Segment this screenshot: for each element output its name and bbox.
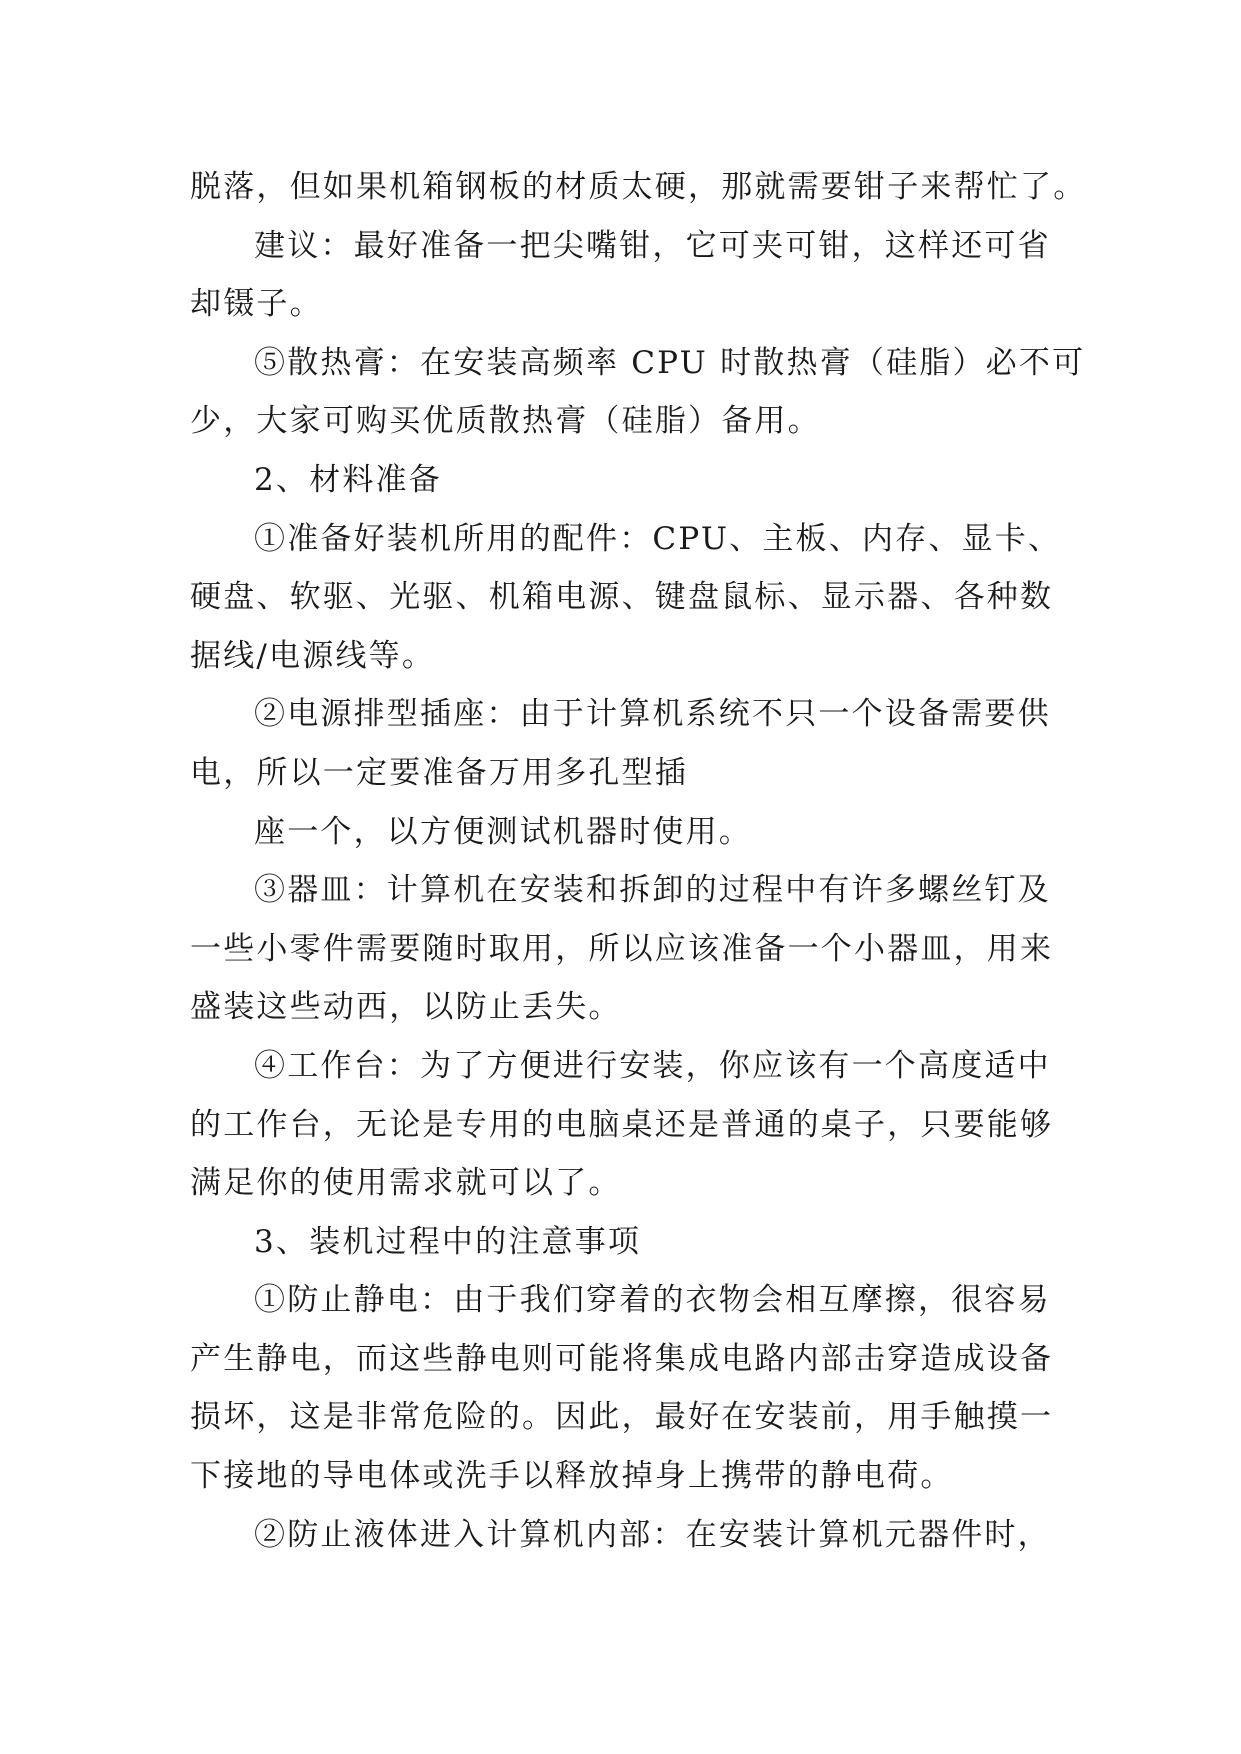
- text-line: ①防止静电：由于我们穿着的衣物会相互摩擦，很容易: [254, 1282, 1051, 1319]
- document-body: [190, 158, 1087, 1564]
- text-line: 座一个，以方便测试机器时使用。: [254, 813, 752, 850]
- text-line: 硬盘、软驱、光驱、机箱电源、键盘鼠标、显示器、各种数: [190, 579, 1054, 616]
- text-line: 下接地的导电体或洗手以释放掉身上携带的静电荷。: [190, 1458, 954, 1495]
- text-line: ②电源排型插座：由于计算机系统不只一个设备需要供: [254, 696, 1051, 733]
- text-line: 电，所以一定要准备万用多孔型插: [190, 754, 688, 791]
- text-line: 盛装这些动西，以防止丢失。: [190, 989, 622, 1026]
- text-line: 产生静电，而这些静电则可能将集成电路内部击穿造成设备: [190, 1340, 1054, 1377]
- text-line: 却镊子。: [190, 286, 323, 323]
- text-line: ④工作台：为了方便进行安装，你应该有一个高度适中: [254, 1047, 1051, 1084]
- text-line: 少，大家可购买优质散热膏（硅脂）备用。: [190, 403, 821, 440]
- text-line: ③器皿：计算机在安装和拆卸的过程中有许多螺丝钉及: [254, 872, 1051, 909]
- text-line: 一些小零件需要随时取用，所以应该准备一个小器皿，用来: [190, 930, 1054, 967]
- text-line: 据线/电源线等。: [190, 637, 436, 674]
- text-line: ②防止液体进入计算机内部：在安装计算机元器件时，: [254, 1516, 1051, 1553]
- text-line: ①准备好装机所用的配件：CPU、主板、内存、显卡、: [254, 520, 1062, 557]
- text-line: 3、装机过程中的注意事项: [254, 1223, 642, 1260]
- text-line: ⑤散热膏：在安装高频率 CPU 时散热膏（硅脂）必不可: [254, 344, 1086, 381]
- text-line: 满足你的使用需求就可以了。: [190, 1165, 622, 1202]
- text-line: 的工作台，无论是专用的电脑桌还是普通的桌子，只要能够: [190, 1106, 1054, 1143]
- text-line: 建议：最好准备一把尖嘴钳，它可夹可钳，这样还可省: [254, 227, 1051, 264]
- text-line: 脱落，但如果机箱钢板的材质太硬，那就需要钳子来帮忙了。: [190, 169, 1087, 205]
- text-line: 2、材料准备: [254, 461, 442, 498]
- text-line: 损坏，这是非常危险的。因此，最好在安装前，用手触摸一: [190, 1399, 1054, 1436]
